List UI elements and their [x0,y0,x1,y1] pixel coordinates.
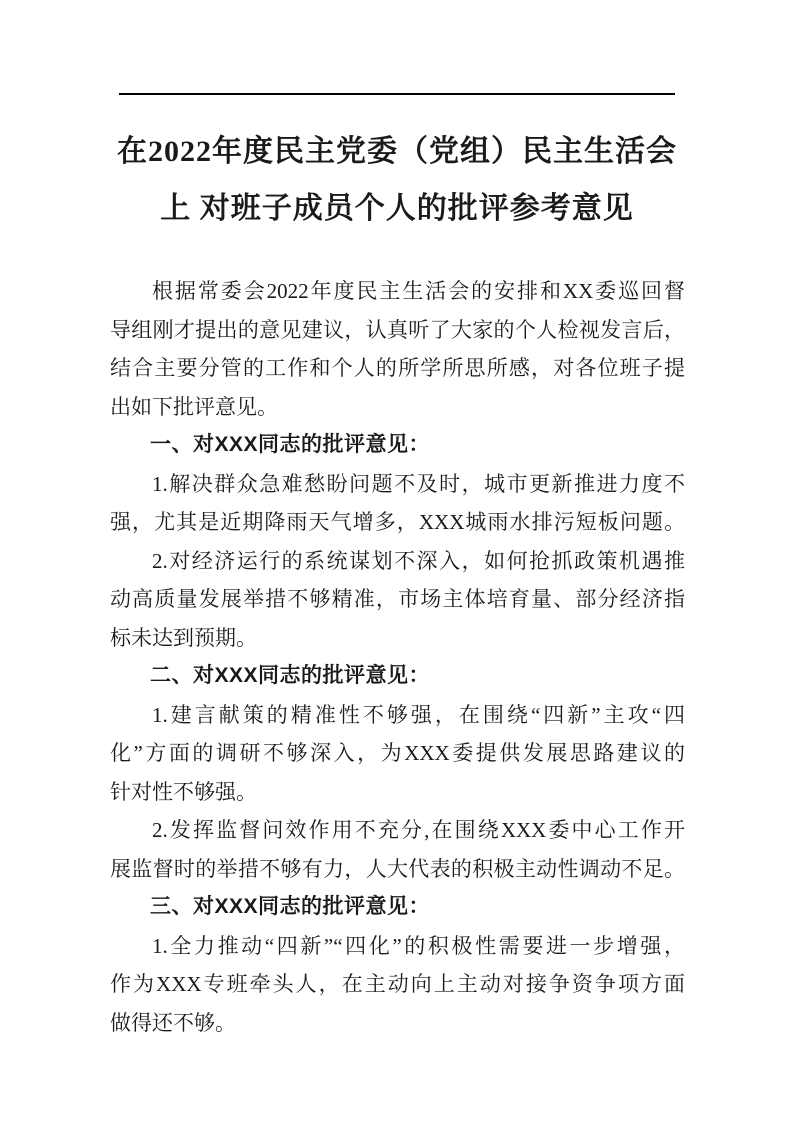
paragraph-line: 动高质量发展举措不够精准，市场主体培育量、部分经济指 [110,587,685,611]
paragraph-line: 1.全力推动“四新”“四化”的积极性需要进一步增强， [152,933,685,958]
section-heading-1: 一、对XXX同志的批评意见： [150,433,431,456]
paragraph-line: 根据常委会2022年度民主生活会的安排和XX委巡回督 [152,279,685,303]
paragraph-end-line: 出如下批评意见。 [110,394,278,419]
paragraph-line: 1.建言献策的精准性不够强，在围绕“四新”主攻“四 [152,702,685,727]
paragraph-end-line: 标未达到预期。 [110,625,257,650]
header-rule [119,93,675,95]
paragraph-end-line: 做得还不够。 [110,1010,236,1035]
section-heading-2: 二、对XXX同志的批评意见： [150,664,431,687]
paragraph-line: 作为XXX专班牵头人，在主动向上主动对接争资争项方面 [110,972,685,996]
section-heading-3: 三、对XXX同志的批评意见： [150,895,431,918]
paragraph-end-line: 针对性不够强。 [110,779,257,804]
title-line-1: 在2022年度民主党委（党组）民主生活会 [117,135,677,168]
paragraph-line: 2.对经济运行的系统谋划不深入，如何抢抓政策机遇推 [152,548,685,573]
paragraph-line: 导组刚才提出的意见建议，认真听了大家的个人检视发言后， [110,317,685,342]
title-line-2: 上 对班子成员个人的批评参考意见 [160,192,634,225]
paragraph-line: 强，尤其是近期降雨天气增多，XXX城雨水排污短板问题。 [110,510,685,534]
paragraph-line: 2.发挥监督问效作用不充分,在围绕XXX委中心工作开 [152,818,685,842]
paragraph-line: 化”方面的调研不够深入，为XXX委提供发展思路建议的 [110,741,685,765]
paragraph-line: 展监督时的举措不够有力，人大代表的积极主动性调动不足。 [110,856,685,881]
paragraph-line: 结合主要分管的工作和个人的所学所思所感，对各位班子提 [110,356,685,380]
document-title [109,123,685,237]
document-body [110,272,685,1042]
paragraph-line: 1.解决群众急难愁盼问题不及时，城市更新推进力度不 [152,471,685,496]
